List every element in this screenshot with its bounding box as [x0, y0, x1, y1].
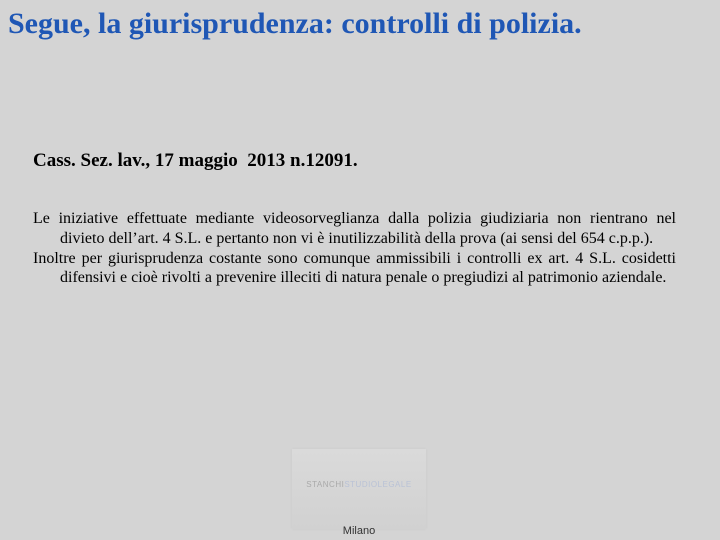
body-text	[33, 209, 676, 288]
law-firm-logo	[292, 449, 426, 529]
case-citation: Cass. Sez. lav., 17 maggio 2013 n.12091.	[33, 150, 358, 171]
logo-name-part1: STANCHI	[306, 480, 345, 489]
logo-wordmark	[292, 480, 426, 489]
logo-name-part2: STUDIOLEGALE	[344, 480, 412, 489]
logo-city: Milano	[342, 525, 376, 537]
slide-title: Segue, la giurisprudenza: controlli di polizia.	[8, 7, 582, 40]
paragraph: Le iniziative effettuate mediante videosorveglianza dalla polizia giudiziaria non rientrano nel divieto dell’art. 4 S.L. e pertanto non vi è inutilizzabilità della prova (ai sensi del 654 c.p.p.).	[33, 210, 676, 247]
paragraph: Inoltre per giurisprudenza costante sono comunque ammissibili i controlli ex art. 4 S.L. cosidetti difensivi e cioè rivolti a prevenire illeciti di natura penale o pregiudizi al patrimonio aziendale.	[33, 249, 676, 287]
